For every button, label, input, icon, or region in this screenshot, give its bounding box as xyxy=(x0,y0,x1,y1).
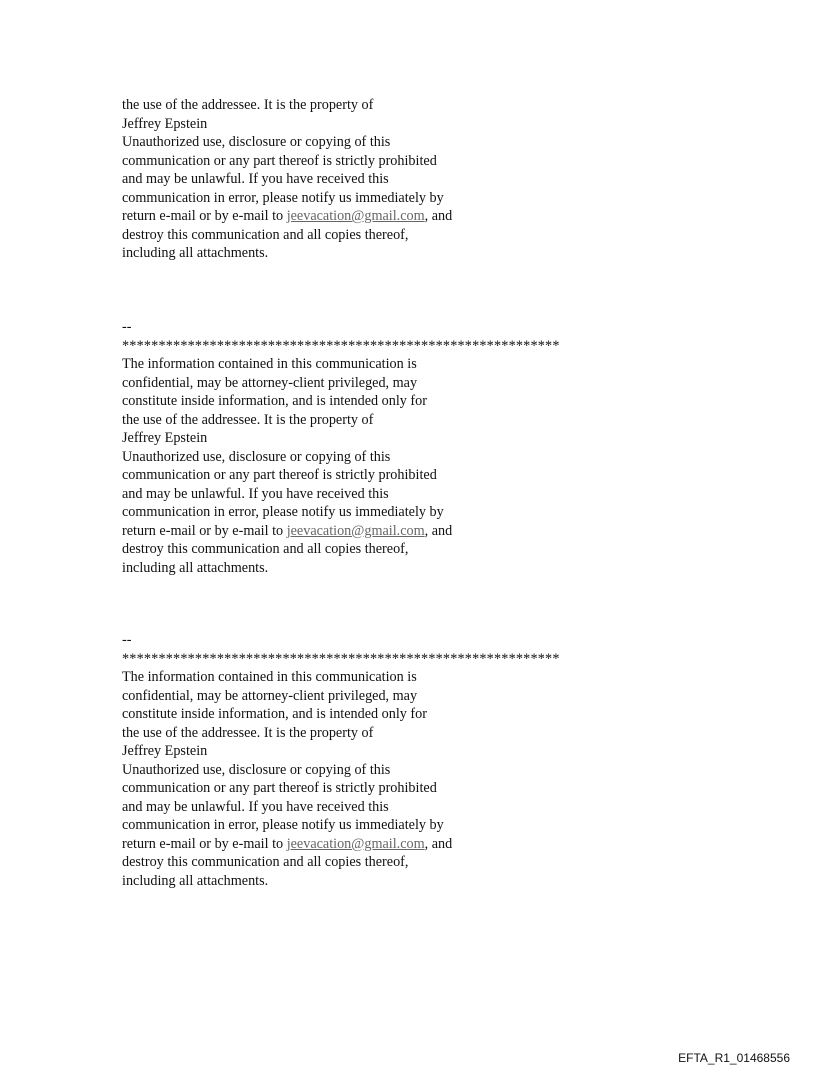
return-prefix: return e-mail or by e-mail to xyxy=(122,835,287,852)
disclaimer-line: and may be unlawful. If you have received this xyxy=(122,798,389,815)
return-line xyxy=(122,522,682,541)
disclaimer-line: Unauthorized use, disclosure or copying of this xyxy=(122,448,391,465)
return-prefix: return e-mail or by e-mail to xyxy=(122,208,287,224)
disclaimer-line: constitute inside information, and is intended only for xyxy=(122,706,427,722)
disclaimer-line: constitute inside information, and is intended only for xyxy=(122,393,427,409)
disclaimer-line: and may be unlawful. If you have received this xyxy=(122,171,389,187)
disclaimer-line: confidential, may be attorney-client privileged, may xyxy=(122,687,418,704)
disclaimer-line: communication in error, please notify us immediately by xyxy=(122,189,444,206)
disclaimer-block-1 xyxy=(122,96,682,263)
disclaimer-line: communication or any part thereof is strictly prohibited xyxy=(122,152,437,169)
separator-stars: ************************************************************ xyxy=(122,650,560,667)
return-suffix: , and xyxy=(424,208,453,224)
disclaimer-line: destroy this communication and all copies thereof, xyxy=(122,226,409,243)
disclaimer-line: Unauthorized use, disclosure or copying of this xyxy=(122,761,391,778)
disclaimer-block-2 xyxy=(122,318,682,577)
return-suffix: , and xyxy=(424,835,453,852)
disclaimer-line: The information contained in this communication is xyxy=(122,356,417,372)
return-suffix: , and xyxy=(424,522,453,539)
disclaimer-line: Jeffrey Epstein xyxy=(122,743,208,759)
disclaimer-line: communication or any part thereof is strictly prohibited xyxy=(122,780,437,796)
disclaimer-line: the use of the addressee. It is the property of xyxy=(122,411,374,428)
disclaimer-line: destroy this communication and all copies thereof, xyxy=(122,854,409,870)
disclaimer-line: The information contained in this communication is xyxy=(122,669,417,685)
separator-stars: ************************************************************ xyxy=(122,337,560,354)
disclaimer-line: destroy this communication and all copies thereof, xyxy=(122,541,409,557)
document-id: EFTA_R1_01468556 xyxy=(678,1051,790,1065)
disclaimer-line: the use of the addressee. It is the property of xyxy=(122,724,374,741)
separator-dashes: -- xyxy=(122,632,132,648)
disclaimer-line: communication or any part thereof is strictly prohibited xyxy=(122,467,437,483)
disclaimer-line: Jeffrey Epstein xyxy=(122,115,208,132)
email-link[interactable]: jeevacation@gmail.com xyxy=(286,835,425,852)
disclaimer-line: including all attachments. xyxy=(122,245,269,261)
disclaimer-line: and may be unlawful. If you have received this xyxy=(122,485,389,502)
return-line xyxy=(122,207,682,226)
return-line xyxy=(122,835,682,854)
email-link[interactable]: jeevacation@gmail.com xyxy=(286,522,425,539)
disclaimer-line: Jeffrey Epstein xyxy=(122,430,208,446)
return-prefix: return e-mail or by e-mail to xyxy=(122,522,287,539)
disclaimer-line: communication in error, please notify us immediately by xyxy=(122,817,444,833)
disclaimer-line: communication in error, please notify us immediately by xyxy=(122,504,444,520)
disclaimer-block-3 xyxy=(122,631,682,890)
separator-dashes: -- xyxy=(122,319,132,335)
disclaimer-line: including all attachments. xyxy=(122,559,269,576)
disclaimer-line: the use of the addressee. It is the property of xyxy=(122,97,374,113)
email-link[interactable]: jeevacation@gmail.com xyxy=(286,208,425,224)
disclaimer-line: Unauthorized use, disclosure or copying of this xyxy=(122,134,391,150)
disclaimer-line: confidential, may be attorney-client privileged, may xyxy=(122,374,418,391)
disclaimer-line: including all attachments. xyxy=(122,872,269,889)
